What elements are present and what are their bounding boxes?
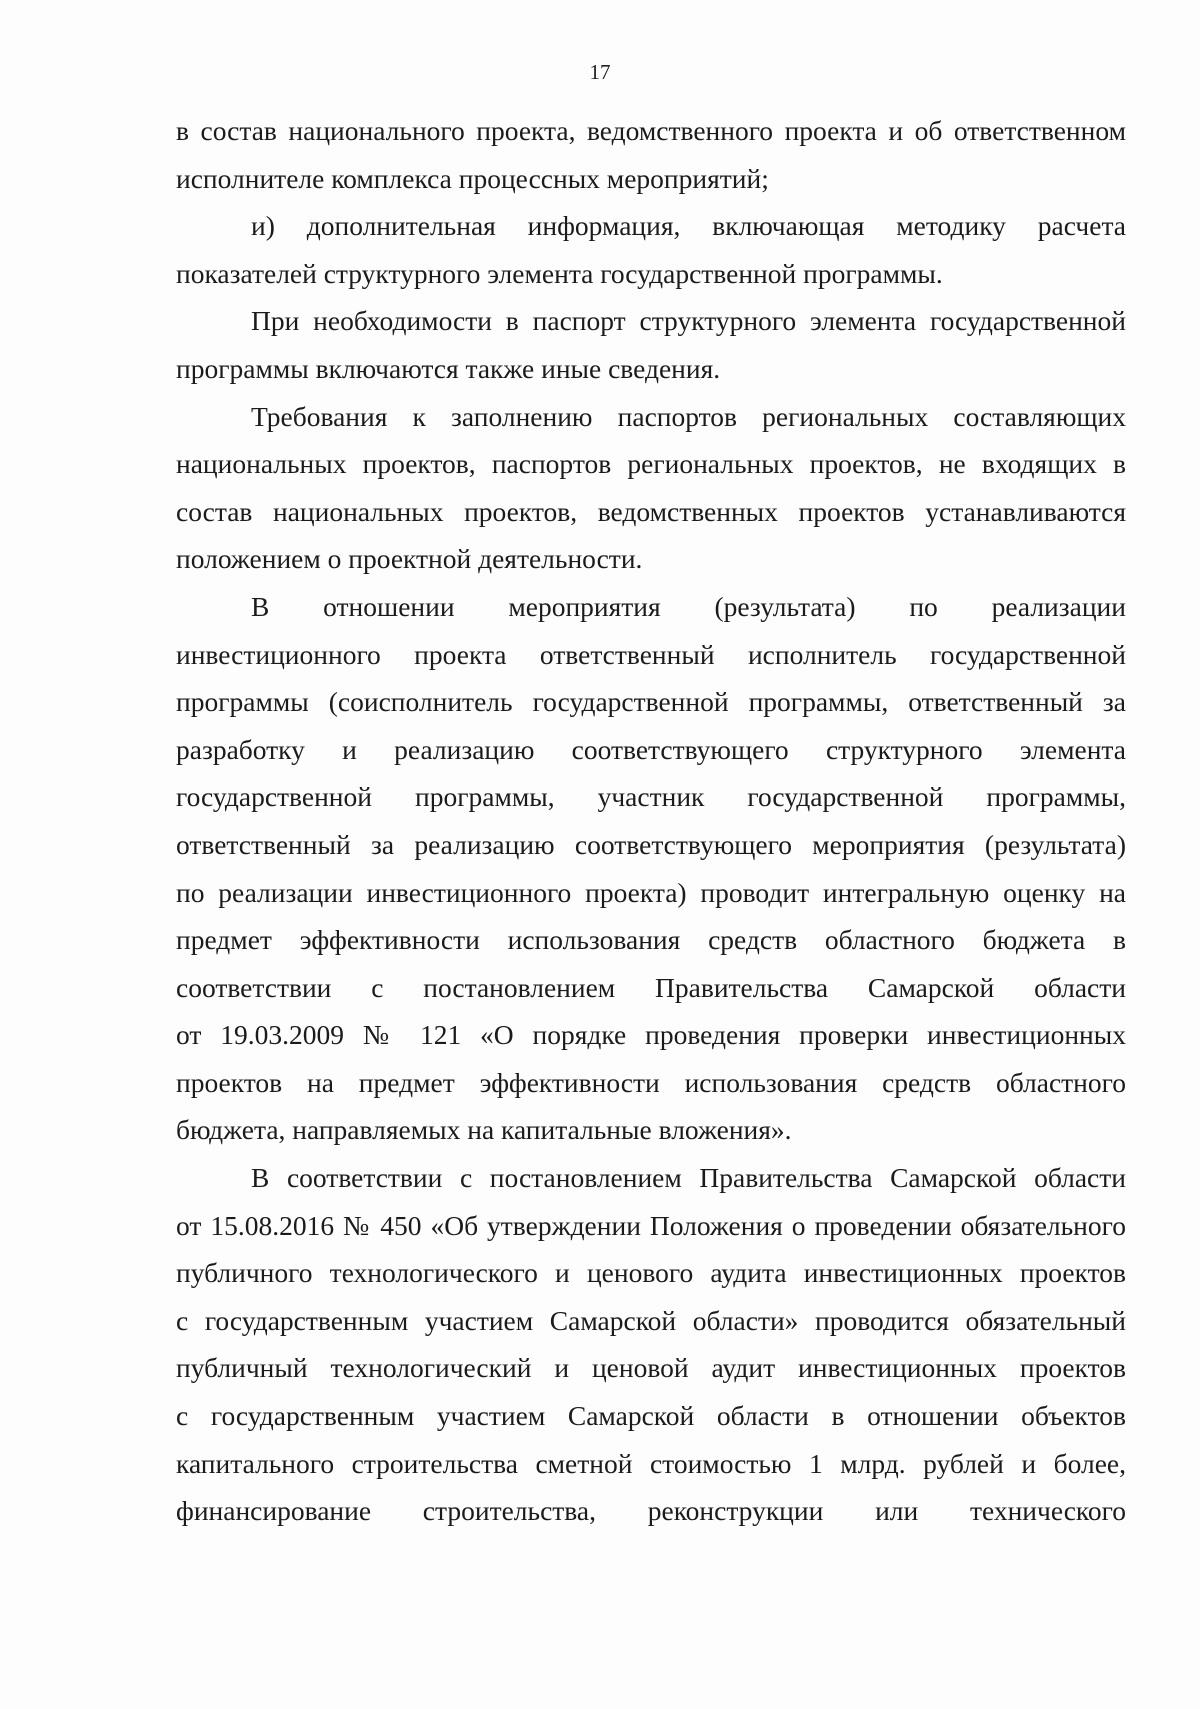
text-line: от 15.08.2016 № 450 «Об утверждении Положения о проведении обязательного	[176, 1209, 1126, 1241]
text-line: При необходимости в паспорт структурного элемента государственной	[251, 305, 1126, 337]
text-line: состав национальных проектов, ведомственных проектов устанавливаются	[176, 495, 1126, 527]
text-line: и) дополнительная информация, включающая методику расчета	[251, 210, 1126, 242]
text-line: с государственным участием Самарской области в отношении объектов	[176, 1400, 1126, 1432]
text-line: публичного технологического и ценового аудита инвестиционных проектов	[176, 1257, 1126, 1289]
text-line: с государственным участием Самарской области» проводится обязательный	[176, 1304, 1126, 1336]
text-line: показателей структурного элемента государственной программы.	[176, 257, 943, 289]
page-number: 17	[589, 60, 611, 84]
text-line: В соответствии с постановлением Правительства Самарской области	[251, 1162, 1126, 1194]
text-line: Требования к заполнению паспортов региональных составляющих	[251, 400, 1126, 432]
text-line: государственной программы, участник государственной программы,	[176, 781, 1126, 813]
text-line: по реализации инвестиционного проекта) проводит интегральную оценку на	[176, 876, 1126, 908]
text-line: программы включаются также иные сведения.	[176, 352, 721, 384]
text-line: публичный технологический и ценовой аудит инвестиционных проектов	[176, 1352, 1126, 1384]
text-line: бюджета, направляемых на капитальные вложения».	[176, 1114, 792, 1146]
text-line: соответствии с постановлением Правительства Самарской области	[176, 971, 1126, 1003]
document-body	[176, 107, 1126, 1535]
text-line: национальных проектов, паспортов региональных проектов, не входящих в	[176, 448, 1126, 480]
text-line: от 19.03.2009 № 121 «О порядке проведения проверки инвестиционных	[176, 1019, 1126, 1051]
text-line: финансирование строительства, реконструкции или технического	[176, 1495, 1126, 1527]
text-line: предмет эффективности использования средств областного бюджета в	[176, 924, 1126, 956]
text-line: положением о проектной деятельности.	[176, 543, 643, 575]
text-line: ответственный за реализацию соответствующего мероприятия (результата)	[176, 828, 1126, 860]
text-line: капитального строительства сметной стоимостью 1 млрд. рублей и более,	[176, 1447, 1126, 1479]
text-line: В отношении мероприятия (результата) по реализации	[251, 590, 1126, 622]
text-line: программы (соисполнитель государственной программы, ответственный за	[176, 686, 1126, 718]
text-line: инвестиционного проекта ответственный исполнитель государственной	[176, 638, 1126, 670]
text-line: в состав национального проекта, ведомственного проекта и об ответственном	[176, 115, 1126, 146]
text-line: разработку и реализацию соответствующего структурного элемента	[176, 733, 1126, 765]
text-line: исполнителе комплекса процессных мероприятий;	[176, 162, 769, 194]
text-line: проектов на предмет эффективности использования средств областного	[176, 1066, 1126, 1098]
